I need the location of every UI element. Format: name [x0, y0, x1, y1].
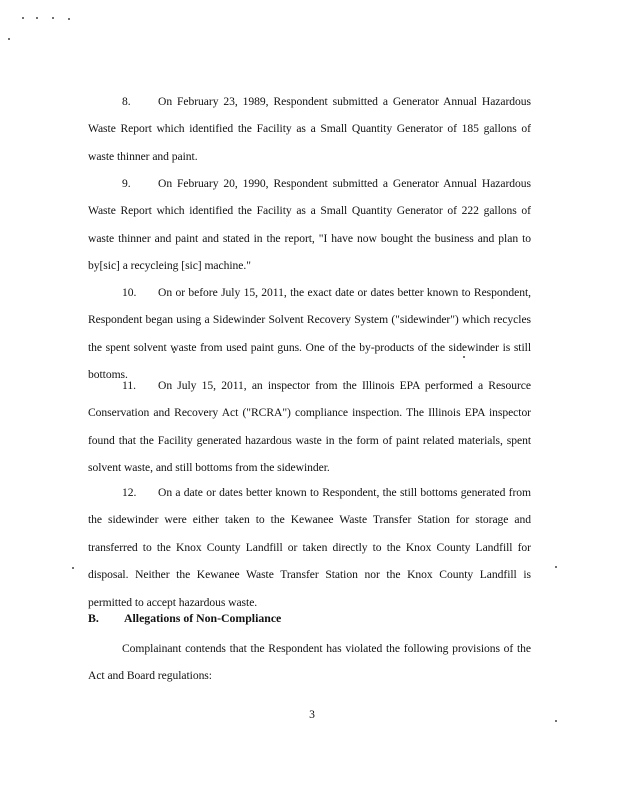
scan-speck [72, 567, 74, 569]
page-number: 3 [309, 708, 315, 721]
paragraph-text: On February 23, 1989, Respondent submitted a Generator Annual Hazardous Waste Report which identified the Facility as a Small Quantity Generator of 185 gallons of waste thinner and paint. [88, 95, 531, 163]
intro-text: Complainant contends that the Respondent has violated the following provisions of the Act and Board regulations: [88, 642, 531, 683]
paragraph-text: On or before July 15, 2011, the exact date or dates better known to Respondent, Respondent began using a Sidewinder Solvent Recovery System ("sidewinder") which recycles the spent solvent waste from used paint guns. One of the by-products of the sidewinder is still bottoms. [88, 286, 531, 382]
scan-speck [52, 17, 54, 19]
scan-speck [36, 17, 38, 19]
section-title: Allegations of Non-Compliance [124, 611, 282, 625]
paragraph-number: 12. [122, 486, 137, 499]
allegations-intro [88, 635, 531, 690]
scan-speck [555, 566, 557, 568]
scan-speck [68, 18, 70, 20]
paragraph-number: 8. [122, 95, 131, 108]
paragraph-number: 10. [122, 286, 137, 299]
paragraph-8 [88, 88, 531, 170]
section-letter: B. [88, 611, 99, 625]
paragraph-text: On July 15, 2011, an inspector from the Illinois EPA performed a Resource Conservation and Recovery Act ("RCRA") compliance inspection. The Illinois EPA inspector found that the Facility generated hazardous waste in the form of paint related materials, spent solvent waste, and still bottoms from the sidewinder. [88, 379, 531, 475]
paragraph-text: On February 20, 1990, Respondent submitted a Generator Annual Hazardous Waste Report which identified the Facility as a Small Quantity Generator of 222 gallons of waste thinner and paint and stated in the report, "I have now bought the business and plan to by[sic] a recycleing [sic] machine." [88, 177, 531, 273]
paragraph-text: On a date or dates better known to Respondent, the still bottoms generated from the sidewinder were either taken to the Kewanee Waste Transfer Station for storage and transferred to the Knox County Landfill or taken directly to the Knox County Landfill for disposal. Neither the Kewanee Waste Transfer Station nor the Knox County Landfill is permitted to accept hazardous waste. [88, 486, 531, 609]
scan-speck [8, 38, 10, 40]
scan-speck [22, 17, 24, 19]
section-heading [88, 611, 281, 626]
paragraph-number: 11. [122, 379, 136, 392]
paragraph-number: 9. [122, 177, 131, 190]
paragraph-11 [88, 372, 531, 482]
paragraph-9 [88, 170, 531, 280]
paragraph-12 [88, 479, 531, 616]
